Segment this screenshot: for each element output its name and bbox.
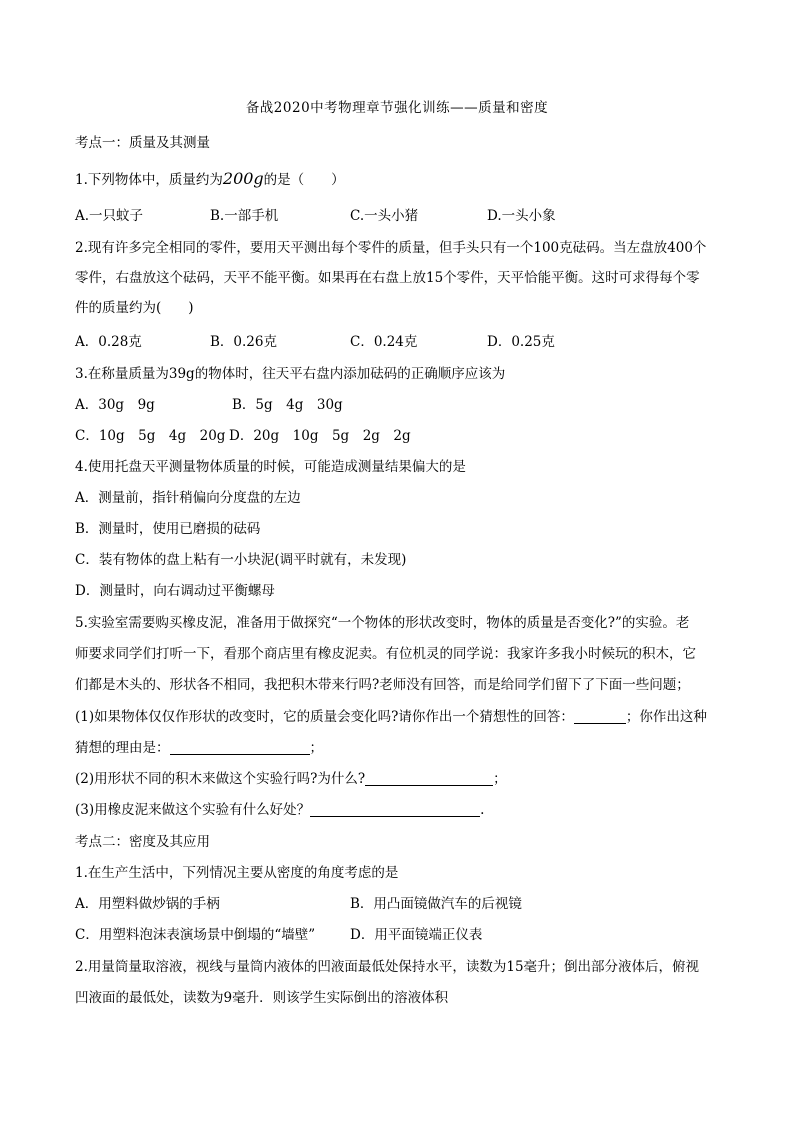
question-2-line-2: 零件，右盘放这个砝码，天平不能平衡。如果再在右盘上放15个零件，天平恰能平衡。这时可求得每个零 <box>75 270 700 286</box>
question-3-option-d: D．20g 10g 5g 2g 2g <box>229 428 411 444</box>
question-4-stem: 4.使用托盘天平测量物体质量的时候，可能造成测量结果偏大的是 <box>75 459 466 475</box>
question-5-sub-1-text-a: (1)如果物体仅仅作形状的改变时，它的质量会变化吗?请你作出一个猜想性的回答： <box>75 709 574 725</box>
question-3-option-c: C．10g 5g 4g 20g <box>75 428 226 444</box>
question-1-option-b: B.一部手机 <box>210 208 279 224</box>
section-heading-1: 考点一：质量及其测量 <box>75 135 210 151</box>
question-2-option-d: D．0.25克 <box>487 334 555 350</box>
question-5-sub-3-text-a: (3)用橡皮泥来做这个实验有什么好处？ <box>75 802 311 818</box>
section-heading-2: 考点二：密度及其应用 <box>75 834 210 850</box>
question-2-line-3: 件的质量约为( ) <box>75 300 194 316</box>
question-3-option-a: A．30g 9g <box>75 397 155 413</box>
question-5-sub-1-text-c: 猜想的理由是： <box>75 740 170 756</box>
question-1-stem-pre: 1.下列物体中，质量约为 <box>75 172 223 188</box>
question-5-sub-1-text-d: ； <box>309 740 323 756</box>
document-title: 备战2020中考物理章节强化训练——质量和密度 <box>245 100 549 116</box>
question-5-sub-3 <box>75 801 484 819</box>
answer-blank-2[interactable] <box>170 740 310 755</box>
question-5-sub-2 <box>75 770 507 788</box>
question-5-sub-1-reason <box>75 739 323 757</box>
density-question-2-line-1: 2.用量筒量取溶液，视线与量筒内液体的凹液面最低处保持水平，读数为15毫升；倒出部分液体后，俯视 <box>75 959 700 975</box>
density-question-1-option-a: A．用塑料做炒锅的手柄 <box>75 896 220 912</box>
question-2-option-a: A．0.28克 <box>75 334 142 350</box>
density-question-1-option-d: D．用平面镜端正仪表 <box>350 927 483 943</box>
question-5-sub-1 <box>75 708 707 726</box>
question-2-option-b: B．0.26克 <box>210 334 277 350</box>
question-5-sub-3-text-b: . <box>480 802 485 818</box>
question-4-option-b: B．测量时，使用已磨损的砝码 <box>75 521 261 537</box>
question-5-sub-2-text-b: ； <box>493 771 507 787</box>
question-5-sub-1-text-b: ；你作出这种 <box>625 709 707 725</box>
question-1-stem-post: 的是（ ） <box>263 172 345 188</box>
question-5-sub-2-text-a: (2)用形状不同的积木来做这个实验行吗?为什么? <box>75 771 366 787</box>
density-question-1-option-b: B．用凸面镜做汽车的后视镜 <box>350 896 522 912</box>
question-1-option-d: D.一头小象 <box>487 208 556 224</box>
answer-blank-1[interactable] <box>574 709 626 724</box>
question-2-line-1: 2.现有许多完全相同的零件，要用天平测出每个零件的质量，但手头只有一个100克砝码。当左盘放400个 <box>75 240 707 256</box>
question-3-option-b: B．5g 4g 30g <box>232 397 343 413</box>
question-5-line-2: 师要求同学们打听一下，看那个商店里有橡皮泥卖。有位机灵的同学说：我家许多我小时候玩的积木，它 <box>75 646 696 662</box>
answer-blank-4[interactable] <box>310 802 480 817</box>
density-question-1-stem: 1.在生产生活中，下列情况主要从密度的角度考虑的是 <box>75 865 399 881</box>
question-4-option-a: A．测量前，指针稍偏向分度盘的左边 <box>75 490 301 506</box>
question-3-stem: 3.在称量质量为39g的物体时，往天平右盘内添加砝码的正确顺序应该为 <box>75 366 506 382</box>
question-1-option-c: C.一头小猪 <box>350 208 419 224</box>
question-1-stem <box>75 170 345 189</box>
question-1-math: 200g <box>222 169 264 188</box>
question-4-option-c: C．装有物体的盘上粘有一小块泥(调平时就有，未发现) <box>75 552 407 568</box>
question-1-option-a: A.一只蚊子 <box>75 208 144 224</box>
density-question-1-option-c: C．用塑料泡沫表演场景中倒塌的“墙壁” <box>75 927 316 943</box>
density-question-2-line-2: 凹液面的最低处，读数为9毫升．则该学生实际倒出的溶液体积 <box>75 990 449 1006</box>
question-4-option-d: D．测量时，向右调动过平衡螺母 <box>75 583 275 599</box>
question-5-line-3: 们都是木头的、形状各不相同，我把积木带来行吗?老师没有回答，而是给同学们留下了下面一些问题； <box>75 677 690 693</box>
question-5-line-1: 5.实验室需要购买橡皮泥，准备用于做探究“一个物体的形状改变时，物体的质量是否变化?”的实验。老 <box>75 615 690 631</box>
answer-blank-3[interactable] <box>365 771 493 786</box>
question-2-option-c: C．0.24克 <box>350 334 418 350</box>
